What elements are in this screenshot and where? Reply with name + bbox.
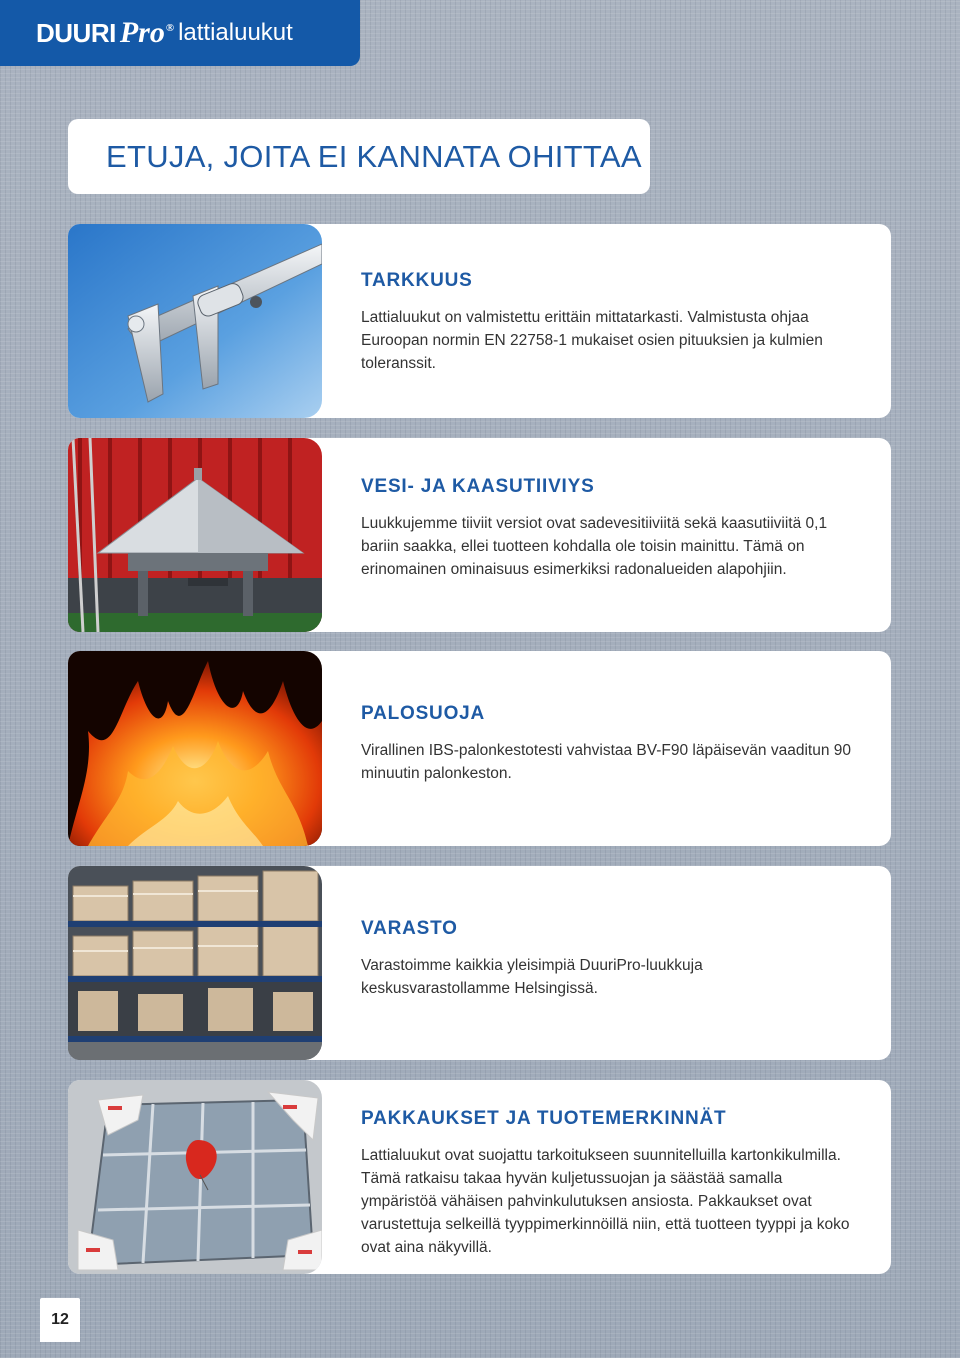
packaging-photo bbox=[68, 1080, 322, 1274]
section-heading: TARKKUUS bbox=[361, 270, 473, 291]
page-title: ETUJA, JOITA EI KANNATA OHITTAA bbox=[106, 138, 642, 174]
section-heading: PAKKAUKSET JA TUOTEMERKINNÄT bbox=[361, 1108, 727, 1129]
brand-banner bbox=[0, 0, 360, 66]
section-heading: VESI- JA KAASUTIIVIYS bbox=[361, 476, 595, 497]
section-text-tarkkuus bbox=[361, 270, 851, 375]
section-text-palosuoja bbox=[361, 703, 851, 785]
section-heading: PALOSUOJA bbox=[361, 703, 486, 724]
section-body: Luukkujemme tiiviit versiot ovat sadevesitiiviitä sekä kaasutiiviitä 0,1 bariin saakka, ellei tuotteen kohdalla ole toisin mainittu. Tämä on erinomainen ominaisuus esimerkiksi radonalueiden alapohjiin. bbox=[361, 515, 828, 578]
registered-mark: ® bbox=[165, 22, 175, 34]
section-text-vesi-ja-kaasutiiviys bbox=[361, 476, 851, 581]
fire-photo bbox=[68, 651, 322, 846]
brand-name-duuri: DUURI bbox=[36, 17, 116, 48]
section-body: Lattialuukut on valmistettu erittäin mittatarkasti. Valmistusta ohjaa Euroopan normin EN 22758-1 mukaiset osien pituuksien ja kulmien toleranssit. bbox=[361, 309, 823, 372]
brand-name-pro: Pro® bbox=[119, 16, 175, 49]
section-heading: VARASTO bbox=[361, 918, 458, 939]
section-card-pakkaukset bbox=[68, 1080, 891, 1274]
page-number: 12 bbox=[40, 1298, 80, 1342]
section-body: Virallinen IBS-palonkestotesti vahvistaa BV-F90 läpäisevän vaaditun 90 minuutin palonkeston. bbox=[361, 742, 851, 782]
page-title-box bbox=[68, 119, 650, 194]
caliper-photo bbox=[68, 224, 322, 418]
section-card-vesi-ja-kaasutiiviys bbox=[68, 438, 891, 632]
section-body: Varastoimme kaikkia yleisimpiä DuuriPro-luukkuja keskusvarastollamme Helsingissä. bbox=[361, 957, 703, 997]
brand-product-line: lattialuukut bbox=[178, 19, 293, 46]
warehouse-photo bbox=[68, 866, 322, 1060]
section-card-varasto bbox=[68, 866, 891, 1060]
section-text-pakkaukset bbox=[361, 1108, 851, 1259]
section-body: Lattialuukut ovat suojattu tarkoitukseen suunnitelluilla kartonkikulmilla. Tämä ratkaisu takaa hyvän kuljetussuojan ja säästää samalla ympäristöä vähäisen pahvinkulutuksen ansiosta. Pakkaukset ovat varustettuja selkeillä tyyppimerkinnöillä niin, että tuotteen tyyppi ja koko ovat aina näkyvillä. bbox=[361, 1147, 850, 1256]
section-text-varasto bbox=[361, 918, 851, 1000]
section-card-palosuoja bbox=[68, 651, 891, 846]
section-card-tarkkuus bbox=[68, 224, 891, 418]
test-rig-photo bbox=[68, 438, 322, 632]
